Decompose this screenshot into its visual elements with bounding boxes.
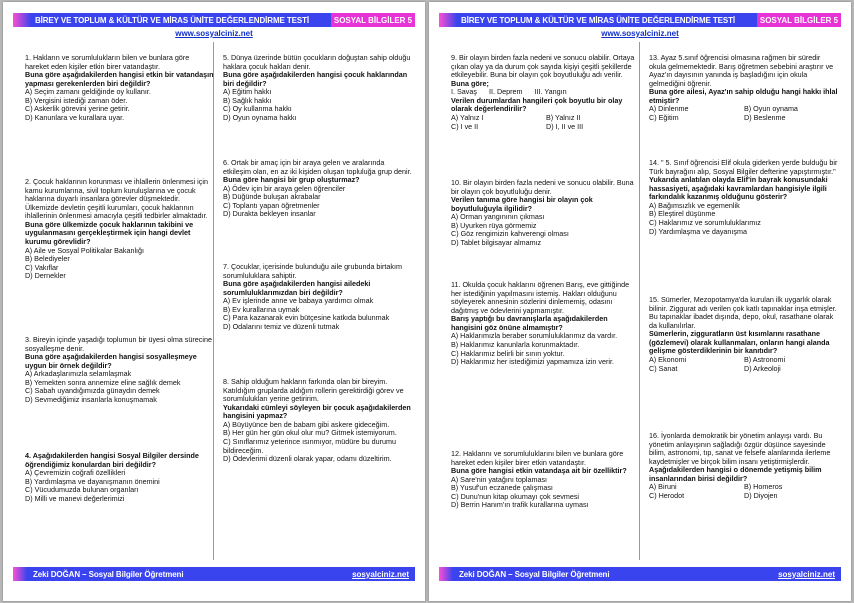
option-c[interactable]: C) Vücudumuzda bulunan organları: [25, 485, 139, 495]
author-label: Zeki DOĞAN – Sosyal Bilgiler Öğretmeni: [439, 567, 685, 581]
question-prompt: Buna göre aşağıdakilerden hangisi etkin bir vatandaşın yapması gerekenlerden biri değildir?: [25, 70, 214, 88]
footer-site-link[interactable]: sosyalciniz.net: [685, 567, 841, 581]
option-a[interactable]: A) Çevremizin coğrafi özellikleri: [25, 468, 126, 478]
question-text: 8. Sahip olduğum hakların farkında olan bir bireyim. Katıldığım gruplarda aldığım rollerin gerektirdiği görev ve sorumlulukları yerine getiririm.: [223, 377, 404, 404]
question-16: [649, 432, 839, 501]
statement-ii: II. Deprem: [488, 87, 523, 97]
question-text: 5. Dünya üzerinde bütün çocukların doğuştan sahip olduğu haklara çocuk hakları denir.: [223, 53, 411, 71]
statement-i: I. Savaş: [451, 87, 477, 97]
question-prompt: Buna göre;: [451, 78, 489, 88]
question-10: [451, 179, 641, 248]
option-a[interactable]: A) Büyüyünce ben de babam gibi askere gideceğim.: [223, 419, 390, 429]
option-d[interactable]: D) Durakta bekleyen insanlar: [223, 209, 316, 219]
option-a[interactable]: A) Haklarımızla beraber sorumluluklarımız da vardır.: [451, 331, 618, 341]
question-prompt: Buna göre ülkemizde çocuk haklarının takibini ve uygulanmasını gerçekleştirmek için hangi devlet kurumu görevlidir?: [25, 219, 194, 246]
option-b[interactable]: B) Belediyeler: [25, 254, 70, 264]
question-prompt: Verilen tanıma göre hangisi bir olayın çok boyutluluğuyla ilgilidir?: [451, 195, 593, 213]
options-grid: [649, 105, 839, 122]
options-grid: [451, 114, 641, 131]
option-c[interactable]: C) Askerlik görevini yerine getirir.: [25, 104, 130, 114]
question-prompt: Buna göre aşağıdakilerden hangisi ailedeki sorumluluklarımızdan biri değildir?: [223, 279, 371, 297]
question-text: 11. Okulda çocuk haklarını öğrenen Barış, eve gittiğinde her istediğinin yapılmasını istemiş. Hakları olduğunu söyleyerek annesinin sözlerini dinlememiş, odasını dağıtmış ve ödevlerini yapmamıştır.: [451, 280, 630, 315]
option-d[interactable]: D) Odalarını temiz ve düzenli tutmak: [223, 321, 340, 331]
header-bar: [439, 13, 841, 27]
question-13: [649, 54, 839, 123]
question-5: [223, 54, 413, 123]
option-d[interactable]: D) I, II ve III: [546, 121, 584, 131]
question-9: [451, 54, 641, 131]
option-c[interactable]: C) I ve II: [451, 121, 479, 131]
question-text: 9. Bir olayın birden fazla nedeni ve sonucu olabilir. Ortaya çıkan olay ya da durum çok sayıda kişiyi çeşitli şekillerde etkileyebilir. Buna bir olayın çok boyutluluğu adı verilir.: [451, 53, 635, 80]
option-a[interactable]: A) Eğitim hakkı: [223, 87, 272, 97]
option-b[interactable]: B) Homeros: [744, 482, 783, 492]
author-label: Zeki DOĞAN – Sosyal Bilgiler Öğretmeni: [13, 567, 259, 581]
option-a[interactable]: A) Aile ve Sosyal Politikalar Bakanlığı: [25, 245, 145, 255]
option-c[interactable]: C) Toplantı yapan öğretmenler: [223, 200, 320, 210]
question-text: 1. Hakların ve sorumlulukların bilen ve bunlara göre hareket eden kişiler etkin birer vatandaştır.: [25, 53, 190, 71]
option-c[interactable]: C) Sınıflarımız yeterince ısınmıyor, müdüre bu durumu bildireceğim.: [223, 436, 396, 455]
question-14: [649, 159, 839, 236]
option-c[interactable]: C) Herodot: [649, 490, 685, 500]
site-link[interactable]: www.sosyalciniz.net: [601, 29, 679, 38]
option-b[interactable]: B) Düğünde buluşan akrabalar: [223, 192, 321, 202]
option-d[interactable]: D) Haklarımız her istediğimizi yapmamıza izin verir.: [451, 357, 614, 367]
page-2: [429, 2, 851, 601]
question-text: 16. İyonlarda demokratik bir yönetim anlayışı vardı. Bu yönetim anlayışının sağladığı özgür düşünce sayesinde bilim, astronomi, tıp, sanat ve felsefe alanlarında ilerleme kaydetmişler ve birçok bilim insanı yetiştirmişlerdir.: [649, 431, 831, 466]
option-a[interactable]: A) Orman yangınının çıkması: [451, 212, 545, 222]
question-prompt: Yukarıda anlatılan olayda Elif'in bayrak konusundaki hassasiyeti, aşağıdaki kavramlardan hangisiyle ilgili farkındalık kazanmış olduğunu gösterir?: [649, 175, 828, 202]
option-b[interactable]: B) Uyurken rüya görmemiz: [451, 220, 537, 230]
footer-bar: [13, 567, 415, 581]
option-d[interactable]: D) Ödevlerimi düzenli olarak yapar, odamı düzeltirim.: [223, 454, 392, 464]
header-bar: [13, 13, 415, 27]
question-text: 14. " 5. Sınıf öğrencisi Elif okula giderken yerde bulduğu bir Türk bayrağını alıp, Sosyal Bilgiler defterine yapıştırmıştır.": [649, 158, 838, 176]
question-text: 6. Ortak bir amaç için bir araya gelen ve aralarında etkileşim olan, en az iki kişiden oluşan topluluğa grup denir.: [223, 158, 412, 176]
question-2: [25, 178, 215, 281]
option-b[interactable]: B) Yardımlaşma ve dayanışmanın önemini: [25, 476, 160, 486]
subject-label: SOSYAL BİLGİLER 5: [331, 13, 415, 27]
question-prompt: Sümerlerin, zigguratların üst kısımlarını rasathane (gözlemevi) olarak kullanmaları, onların hangi alanda gelişme gösterdiklerinin bir kanıtıdır?: [649, 329, 830, 356]
option-c[interactable]: C) Göz rengimizin kahverengi olması: [451, 229, 569, 239]
option-c[interactable]: C) Vakıflar: [25, 262, 59, 272]
option-d[interactable]: D) Yardımlaşma ve dayanışma: [649, 226, 747, 236]
question-7: [223, 263, 413, 332]
option-c[interactable]: C) Dunu'nun kitap okumayı çok sevmesi: [451, 491, 580, 501]
question-text: 10. Bir olayın birden fazla nedeni ve sonucu olabilir. Buna bir olayın çok boyutluluğu denir.: [451, 178, 634, 196]
option-d[interactable]: D) Diyojen: [744, 490, 778, 500]
question-prompt: Barış yaptığı bu davranışlarla aşağıdakilerden hangisini göz önüne almamıştır?: [451, 314, 608, 332]
option-a[interactable]: A) Ev işlerinde anne ve babaya yardımcı olmak: [223, 296, 374, 306]
question-12: [451, 450, 641, 510]
option-c[interactable]: C) Sanat: [649, 363, 678, 373]
question-6: [223, 159, 413, 219]
option-a[interactable]: A) Arkadaşlarımızla selamlaşmak: [25, 369, 132, 379]
question-text: 7. Çocuklar, içerisinde bulunduğu aile grubunda birtakım sorumluluklara sahiptir.: [223, 262, 402, 280]
statement-iii: III. Yangın: [534, 87, 567, 97]
option-c[interactable]: C) Eğitim: [649, 112, 679, 122]
option-d[interactable]: D) Beslenme: [744, 112, 786, 122]
question-prompt: Buna göre aşağıdakilerden hangisi sosyalleşmeye uygun bir örnek değildir?: [25, 352, 197, 370]
footer-site-link[interactable]: sosyalciniz.net: [259, 567, 415, 581]
option-b[interactable]: B) Sağlık hakkı: [223, 95, 272, 105]
option-a[interactable]: A) Biruni: [649, 482, 677, 492]
question-3: [25, 336, 215, 405]
question-text: 15. Sümerler, Mezopotamya'da kurulan ilk uygarlık olarak bilinir. Ziggurat adı verilen çok katlı tapınaklar inşa etmişler. Bu tapınaklar ibadet dışında, depo, okul, rasathane olarak da kullanılırlar.: [649, 295, 837, 330]
option-b[interactable]: B) Haklarımız kanunlarla korunmaktadır.: [451, 339, 580, 349]
question-prompt: Buna göre ailesi, Ayaz'ın sahip olduğu hangi hakkı ihlal etmiştir?: [649, 87, 838, 105]
option-d[interactable]: D) Arkeoloji: [744, 363, 781, 373]
question-prompt: Yukarıdaki cümleyi söyleyen bir çocuk aşağıdakilerden hangisini yapmaz?: [223, 402, 411, 421]
option-a[interactable]: A) Sare'nin yatağını toplaması: [451, 474, 548, 484]
option-d[interactable]: D) Sevmediğimiz insanlarla konuşmamak: [25, 394, 157, 404]
option-b[interactable]: B) Yusuf'un eczanede çalışması: [451, 483, 553, 493]
option-b[interactable]: B) Oyun oynama: [744, 104, 798, 114]
options-grid: [649, 483, 839, 500]
question-4: [25, 452, 215, 503]
option-b[interactable]: B) Astronomi: [744, 354, 786, 364]
option-c[interactable]: C) Oy kullanma hakkı: [223, 104, 292, 114]
option-d[interactable]: D) Berrin Hanım'ın trafik kurallarına uyması: [451, 500, 589, 510]
option-a[interactable]: A) Dinlenme: [649, 104, 689, 114]
option-b[interactable]: B) Vergisini istediği zaman öder.: [25, 95, 128, 105]
option-d[interactable]: D) Tablet bilgisayar almamız: [451, 237, 542, 247]
option-d[interactable]: D) Milli ve manevi değerlerimizi: [25, 493, 125, 503]
question-15: [649, 296, 839, 373]
question-prompt: Buna göre aşağıdakilerden hangisi çocuk haklarından biri değildir?: [223, 70, 408, 88]
question-text: 13. Ayaz 5.sınıf öğrencisi olmasına rağmen bir süredir okula gelmemektedir. Barış öğretmen sebebini araştırır ve Ayaz'ın dayısının yanında iş başladığını için okula gelmediğini öğrenir.: [649, 53, 834, 88]
option-a[interactable]: A) Seçim zamanı geldiğinde oy kullanır.: [25, 87, 151, 97]
option-d[interactable]: D) Oyun oynama hakkı: [223, 112, 297, 122]
option-b[interactable]: B) Eleştirel düşünme: [649, 209, 716, 219]
test-title: BİREY VE TOPLUM & KÜLTÜR VE MİRAS ÜNİTE DEĞERLENDİRME TESTİ: [13, 13, 331, 27]
option-a[interactable]: A) Ödev için bir araya gelen öğrenciler: [223, 183, 346, 193]
question-1: [25, 54, 215, 123]
option-b[interactable]: B) Yemekten sonra annemize eline sağlık demek: [25, 377, 181, 387]
question-prompt: 4. Aşağıdakilerden hangisi Sosyal Bilgiler dersinde öğrendiğimiz konulardan biri değildir?: [25, 451, 199, 469]
option-a[interactable]: A) Yalnız I: [451, 112, 484, 122]
page-1: [3, 2, 425, 601]
option-c[interactable]: C) Haklarımız belirli bir sının yoktur.: [451, 348, 565, 358]
option-b[interactable]: B) Yalnız II: [546, 112, 581, 122]
option-d[interactable]: D) Kanunlara ve kurallara uyar.: [25, 112, 125, 122]
option-b[interactable]: B) Ev kurallarına uymak: [223, 304, 300, 314]
question-8: [223, 378, 413, 464]
question-prompt: Buna göre hangisi etkin vatandaşa ait bir özelliktir?: [451, 466, 627, 476]
option-c[interactable]: C) Haklarımız ve sorumluluklarımız: [649, 217, 761, 227]
option-a[interactable]: A) Ekonomi: [649, 354, 687, 364]
question-prompt: Buna göre hangisi bir grup oluşturmaz?: [223, 175, 360, 185]
test-title: BİREY VE TOPLUM & KÜLTÜR VE MİRAS ÜNİTE DEĞERLENDİRME TESTİ: [439, 13, 757, 27]
option-a[interactable]: A) Bağımsızlık ve egemenlik: [649, 200, 740, 210]
question-text: 3. Bireyin içinde yaşadığı toplumun bir üyesi olma sürecine sosyalleşme denir.: [25, 335, 212, 353]
subject-label: SOSYAL BİLGİLER 5: [757, 13, 841, 27]
question-prompt: Aşağıdakilerden hangisi o dönemde yetişmiş bilim insanlarından birisi değildir?: [649, 465, 822, 483]
options-grid: [649, 356, 839, 373]
site-link[interactable]: www.sosyalciniz.net: [175, 29, 253, 38]
question-text: 2. Çocuk haklarının korunması ve ihlallerin önlenmesi için kamu kurumlarına, sivil toplum kuruluşlarına ve çocuk haklarına duyarlı insanlara görevler düşmektedir. Ülkemizde devletin çeşitli kurumları, çocuk haklarının ihlallerinin önlenmesi amacıyla çeşitli tedbirler almaktadır.: [25, 177, 208, 221]
footer-bar: [439, 567, 841, 581]
question-text: 12. Haklarını ve sorumluluklarını bilen ve bunlara göre hareket eden kişiler birer etkin vatandaştır.: [451, 449, 624, 467]
option-b[interactable]: B) Her gün her gün okul olur mu? Gitmek istemiyorum.: [223, 428, 397, 438]
option-d[interactable]: D) Dernekler: [25, 271, 66, 281]
question-prompt: Verilen durumlardan hangileri çok boyutlu bir olay olarak değerlendirilir?: [451, 95, 623, 114]
question-11: [451, 281, 641, 367]
option-c[interactable]: C) Para kazanarak evin bütçesine katkıda bulunmak: [223, 313, 390, 323]
option-c[interactable]: C) Sabah uyandığımızda günaydın demek: [25, 386, 160, 396]
